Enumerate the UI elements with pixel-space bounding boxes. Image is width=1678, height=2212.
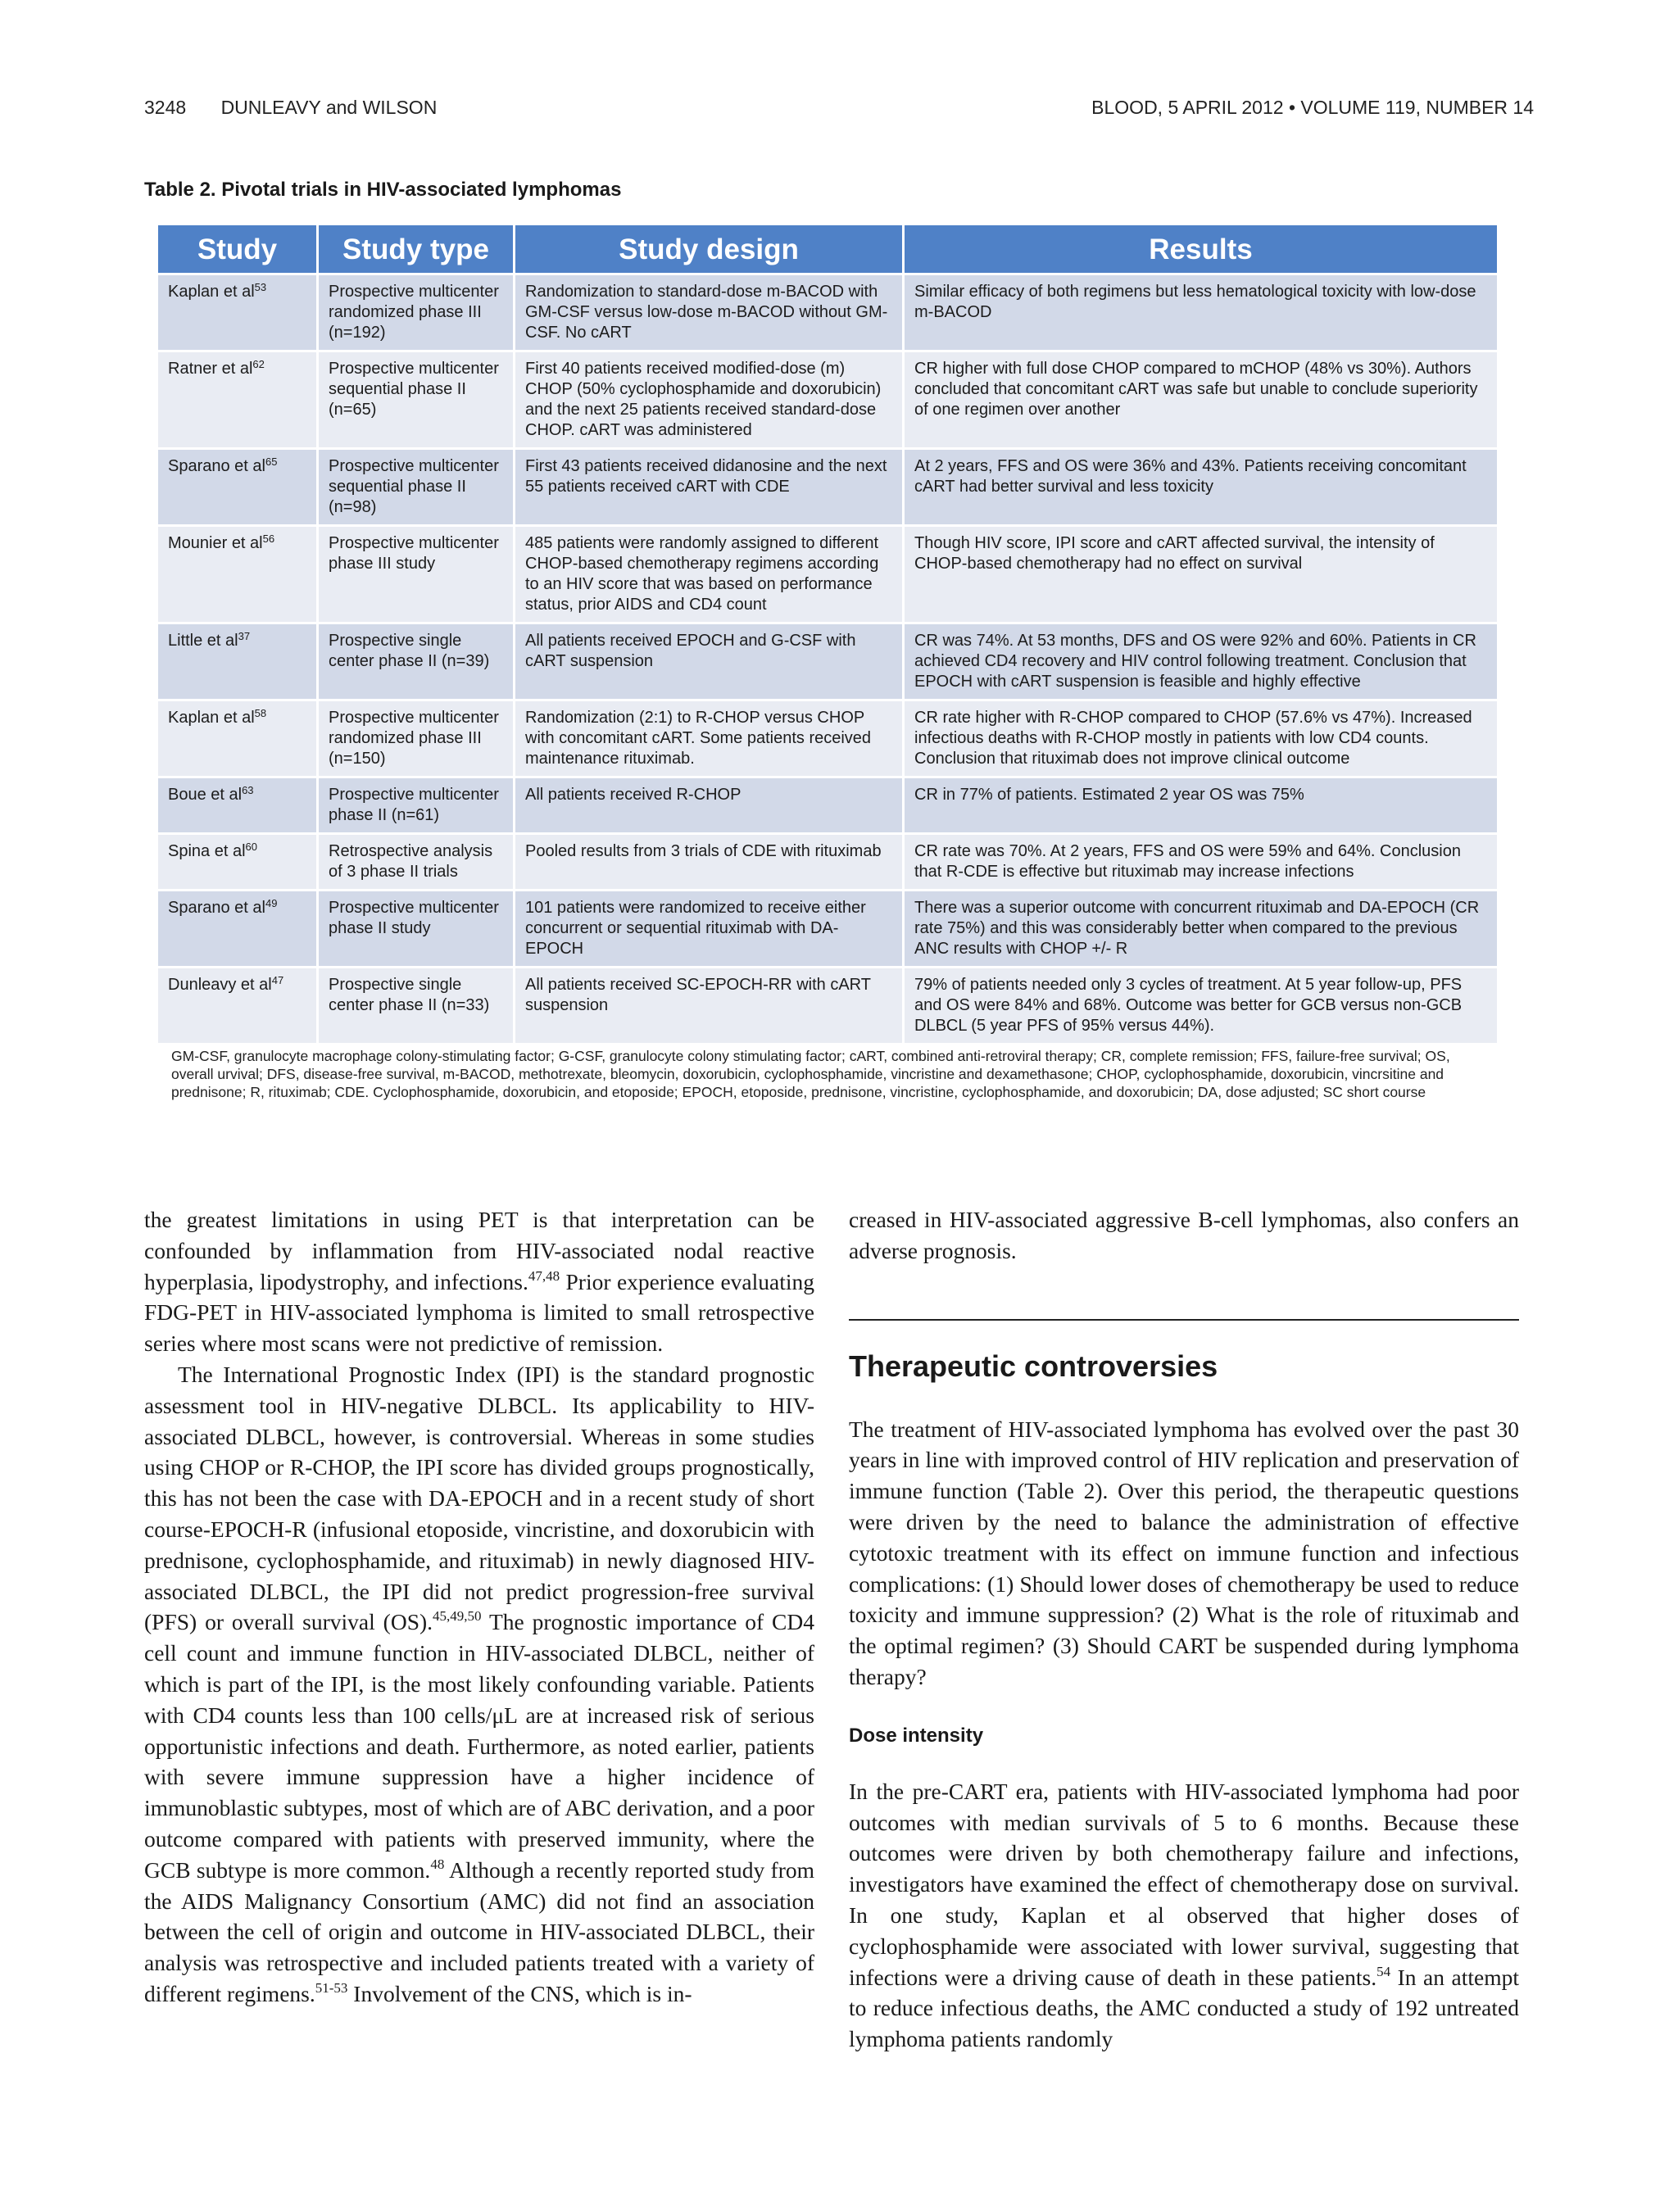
cell-study: Spina et al$^{60}$: [158, 835, 319, 891]
citation: 51-53: [315, 1979, 348, 1996]
column-header-study: Study: [158, 225, 319, 275]
page-number: 3248: [144, 97, 187, 118]
cell-study-type: Prospective single center phase II (n=39): [319, 624, 515, 701]
paragraph-cns-continuation: creased in HIV-associated aggressive B-cell lymphomas, also confers an adverse prognosis.: [849, 1207, 1519, 1263]
cell-results: CR was 74%. At 53 months, DFS and OS were 92% and 60%. Patients in CR achieved CD4 recovery and HIV control following treatment. Conclusion that EPOCH with cART suspension is feasible and highly effective: [905, 624, 1497, 701]
cell-study: Mounier et al$^{56}$: [158, 527, 319, 624]
journal-citation: BLOOD, 5 APRIL 2012 • VOLUME 119, NUMBER 14: [1091, 97, 1534, 118]
table-row: [158, 701, 1497, 778]
table-footnote: GM-CSF, granulocyte macrophage colony-stimulating factor; G-CSF, granulocyte colony stimulating factor; cART, combined anti-retroviral therapy; CR, complete remission; FFS, failure-free survival; OS, overall urvival; DFS, disease-free survival, m-BACOD, methotrexate, bleomycin, doxorubicin, cyclophosphamide, vincristine and dexamethasone; CHOP, cyclophosphamide, doxorubicin, vincrsitine and prednisone; R, rituximab; CDE. Cyclophosphamide, doxorubicin, and etoposide; EPOCH, etoposide, prednisone, vincristine, cyclophosphamide, and doxorubicin; DA, dose adjusted; SC short course: [158, 1045, 1497, 1101]
cell-results: Though HIV score, IPI score and cART affected survival, the intensity of CHOP-based chemotherapy had no effect on survival: [905, 527, 1497, 624]
cell-study: Ratner et al$^{62}$: [158, 352, 319, 450]
citation: 62: [252, 358, 265, 370]
cell-study-design: All patients received SC-EPOCH-RR with cART suspension: [515, 968, 905, 1045]
cell-study: Kaplan et al$^{53}$: [158, 275, 319, 352]
cell-study-type: Retrospective analysis of 3 phase II trials: [319, 835, 515, 891]
cell-study-type: Prospective multicenter phase II study: [319, 891, 515, 968]
cell-study-type: Prospective multicenter randomized phase III (n=192): [319, 275, 515, 352]
table-row: [158, 968, 1497, 1045]
citation: 56: [262, 533, 275, 545]
cell-study-design: All patients received EPOCH and G-CSF with cART suspension: [515, 624, 905, 701]
table-row: [158, 275, 1497, 352]
table-caption: Table 2. Pivotal trials in HIV-associated lymphomas: [144, 179, 622, 201]
section-divider: [849, 1319, 1519, 1321]
cell-study-design: Randomization (2:1) to R-CHOP versus CHOP with concomitant cART. Some patients received maintenance rituximab.: [515, 701, 905, 778]
citation: 60: [245, 841, 257, 853]
running-head-left: [144, 97, 466, 119]
citation: 37: [238, 630, 251, 642]
cell-study: Little et al$^{37}$: [158, 624, 319, 701]
column-header-results: Results: [905, 225, 1497, 275]
cell-results: CR in 77% of patients. Estimated 2 year OS was 75%: [905, 778, 1497, 835]
cell-study-design: All patients received R-CHOP: [515, 778, 905, 835]
cell-study-design: Pooled results from 3 trials of CDE with rituximab: [515, 835, 905, 891]
citation: 53: [254, 281, 267, 293]
table-row: [158, 527, 1497, 624]
cell-study: Kaplan et al$^{58}$: [158, 701, 319, 778]
citation: 58: [254, 707, 267, 719]
column-header-study-type: Study type: [319, 225, 515, 275]
author-names: DUNLEAVY and WILSON: [220, 97, 438, 118]
cell-study-type: Prospective multicenter phase III study: [319, 527, 515, 624]
cell-results: CR higher with full dose CHOP compared to mCHOP (48% vs 30%). Authors concluded that concomitant cART was safe but unable to conclude superiority of one regimen over another: [905, 352, 1497, 450]
cell-study: Sparano et al$^{49}$: [158, 891, 319, 968]
table-row: [158, 835, 1497, 891]
cell-study-design: 101 patients were randomized to receive either concurrent or sequential rituximab with DA-EPOCH: [515, 891, 905, 968]
section-heading: Therapeutic controversies: [849, 1349, 1218, 1383]
cell-results: Similar efficacy of both regimens but less hematological toxicity with low-dose m-BACOD: [905, 275, 1497, 352]
table-row: [158, 450, 1497, 527]
citation: 54: [1376, 1963, 1391, 1979]
right-text-column: [849, 1204, 1519, 2055]
cell-study: Dunleavy et al$^{47}$: [158, 968, 319, 1045]
table-row: [158, 891, 1497, 968]
column-header-study-design: Study design: [515, 225, 905, 275]
table-row: [158, 778, 1497, 835]
cell-study: Sparano et al$^{65}$: [158, 450, 319, 527]
cell-study: Boue et al$^{63}$: [158, 778, 319, 835]
citation: 47: [271, 974, 284, 986]
paragraph-therapeutic-controversies: The treatment of HIV-associated lymphoma has evolved over the past 30 years in line with improved control of HIV replication and preservation of immune function (Table 2). Over this period, the therapeutic questions were driven by the need to balance the administration of effective cytotoxic treatment with its effect on immune function and infectious complications: (1) Should lower doses of chemotherapy be used to reduce toxicity and immune suppression? (2) What is the role of rituximab and the optimal regimen? (3) Should CART be suspended during lymphoma therapy?: [849, 1416, 1519, 1689]
cell-results: At 2 years, FFS and OS were 36% and 43%. Patients receiving concomitant cART had better survival and less toxicity: [905, 450, 1497, 527]
citation: 47,48: [528, 1267, 560, 1284]
cell-study-type: Prospective multicenter phase II (n=61): [319, 778, 515, 835]
citation: 45,49,50: [433, 1608, 482, 1625]
paragraph-ipi: The International Prognostic Index (IPI) is the standard prognostic assessment tool in HIV-negative DLBCL. Its applicability to HIV-associated DLBCL, however, is controversial. Whereas in some studies using CHOP or R-CHOP, the IPI score has divided groups prognostically, this has not been the case with DA-EPOCH and in a recent study of short course-EPOCH-R (infusional etoposide, vincristine, and doxorubicin with prednisone, cyclophosphamide, and rituximab) in newly diagnosed HIV-associated DLBCL, the IPI did not predict progression-free survival (PFS) or overall survival (OS).$^{45,49,50}$ The prognostic importance of CD4 cell count and immune function in HIV-associated DLBCL, neither of which is part of the IPI, is the most likely confounding variable. Patients with CD4 counts less than 100 cells/μL are at increased risk of serious opportunistic infections and death. Furthermore, as noted earlier, patients with severe immune suppression have a higher incidence of immunoblastic subtypes, most of which are of ABC derivation, and a poor outcome compared with patients with preserved immunity, where the GCB subtype is more common.$^{48}$ Although a recently reported study from the AIDS Malignancy Consortium (AMC) did not find an association between the cell of origin and outcome in HIV-associated DLBCL, their analysis was retrospective and included patients treated with a variety of different regimens.$^{51-53}$ Involvement of the CNS, which is in-: [144, 1361, 814, 2006]
cell-results: CR rate higher with R-CHOP compared to CHOP (57.6% vs 47%). Increased infectious deaths with R-CHOP mostly in patients with low CD4 counts. Conclusion that rituximab does not improve clinical outcome: [905, 701, 1497, 778]
citation: 49: [265, 897, 278, 909]
citation: 48: [430, 1856, 445, 1872]
cell-study-type: Prospective multicenter sequential phase II (n=65): [319, 352, 515, 450]
table-container: [158, 225, 1497, 1101]
table-header-row: [158, 225, 1497, 275]
paragraph-pet-limitations: the greatest limitations in using PET is that interpretation can be confounded by inflammation from HIV-associated nodal reactive hyperplasia, lipodystrophy, and infections.$^{47,48}$ Prior experience evaluating FDG-PET in HIV-associated lymphoma is limited to small retrospective series where most scans were not predictive of remission.: [144, 1207, 814, 1357]
citation: 65: [265, 456, 278, 468]
cell-study-design: First 43 patients received didanosine and the next 55 patients received cART with CDE: [515, 450, 905, 527]
cell-results: 79% of patients needed only 3 cycles of treatment. At 5 year follow-up, PFS and OS were 84% and 68%. Outcome was better for GCB versus non-GCB DLBCL (5 year PFS of 95% versus 44%).: [905, 968, 1497, 1045]
subsection-heading: Dose intensity: [849, 1724, 984, 1747]
cell-study-design: Randomization to standard-dose m-BACOD with GM-CSF versus low-dose m-BACOD without GM-CSF. No cART: [515, 275, 905, 352]
table-row: [158, 352, 1497, 450]
running-head: [144, 97, 1534, 119]
cell-study-design: 485 patients were randomly assigned to different CHOP-based chemotherapy regimens according to an HIV score that was based on performance status, prior AIDS and CD4 count: [515, 527, 905, 624]
paragraph-dose-intensity: In the pre-CART era, patients with HIV-associated lymphoma had poor outcomes with median survivals of 5 to 6 months. Because these outcomes were driven by both chemotherapy failure and infections, investigators have examined the effect of chemotherapy dose on survival. In one study, Kaplan et al observed that higher doses of cyclophosphamide were associated with lower survival, suggesting that infections were a driving cause of death in these patients.$^{54}$ In an attempt to reduce infectious deaths, the AMC conducted a study of 192 untreated lymphoma patients randomly: [849, 1778, 1519, 2052]
cell-study-type: Prospective single center phase II (n=33): [319, 968, 515, 1045]
cell-results: There was a superior outcome with concurrent rituximab and DA-EPOCH (CR rate 75%) and this was considerably better when compared to the previous ANC results with CHOP +/- R: [905, 891, 1497, 968]
trials-table: [158, 225, 1497, 1045]
cell-study-type: Prospective multicenter sequential phase II (n=98): [319, 450, 515, 527]
table-row: [158, 624, 1497, 701]
cell-study-type: Prospective multicenter randomized phase III (n=150): [319, 701, 515, 778]
citation: 63: [242, 784, 254, 796]
table-body: [158, 275, 1497, 1045]
cell-study-design: First 40 patients received modified-dose (m) CHOP (50% cyclophosphamide and doxorubicin) and the next 25 patients received standard-dose CHOP. cART was administered: [515, 352, 905, 450]
left-text-column: [144, 1204, 814, 2010]
cell-results: CR rate was 70%. At 2 years, FFS and OS were 59% and 64%. Conclusion that R-CDE is effective but rituximab may increase infections: [905, 835, 1497, 891]
